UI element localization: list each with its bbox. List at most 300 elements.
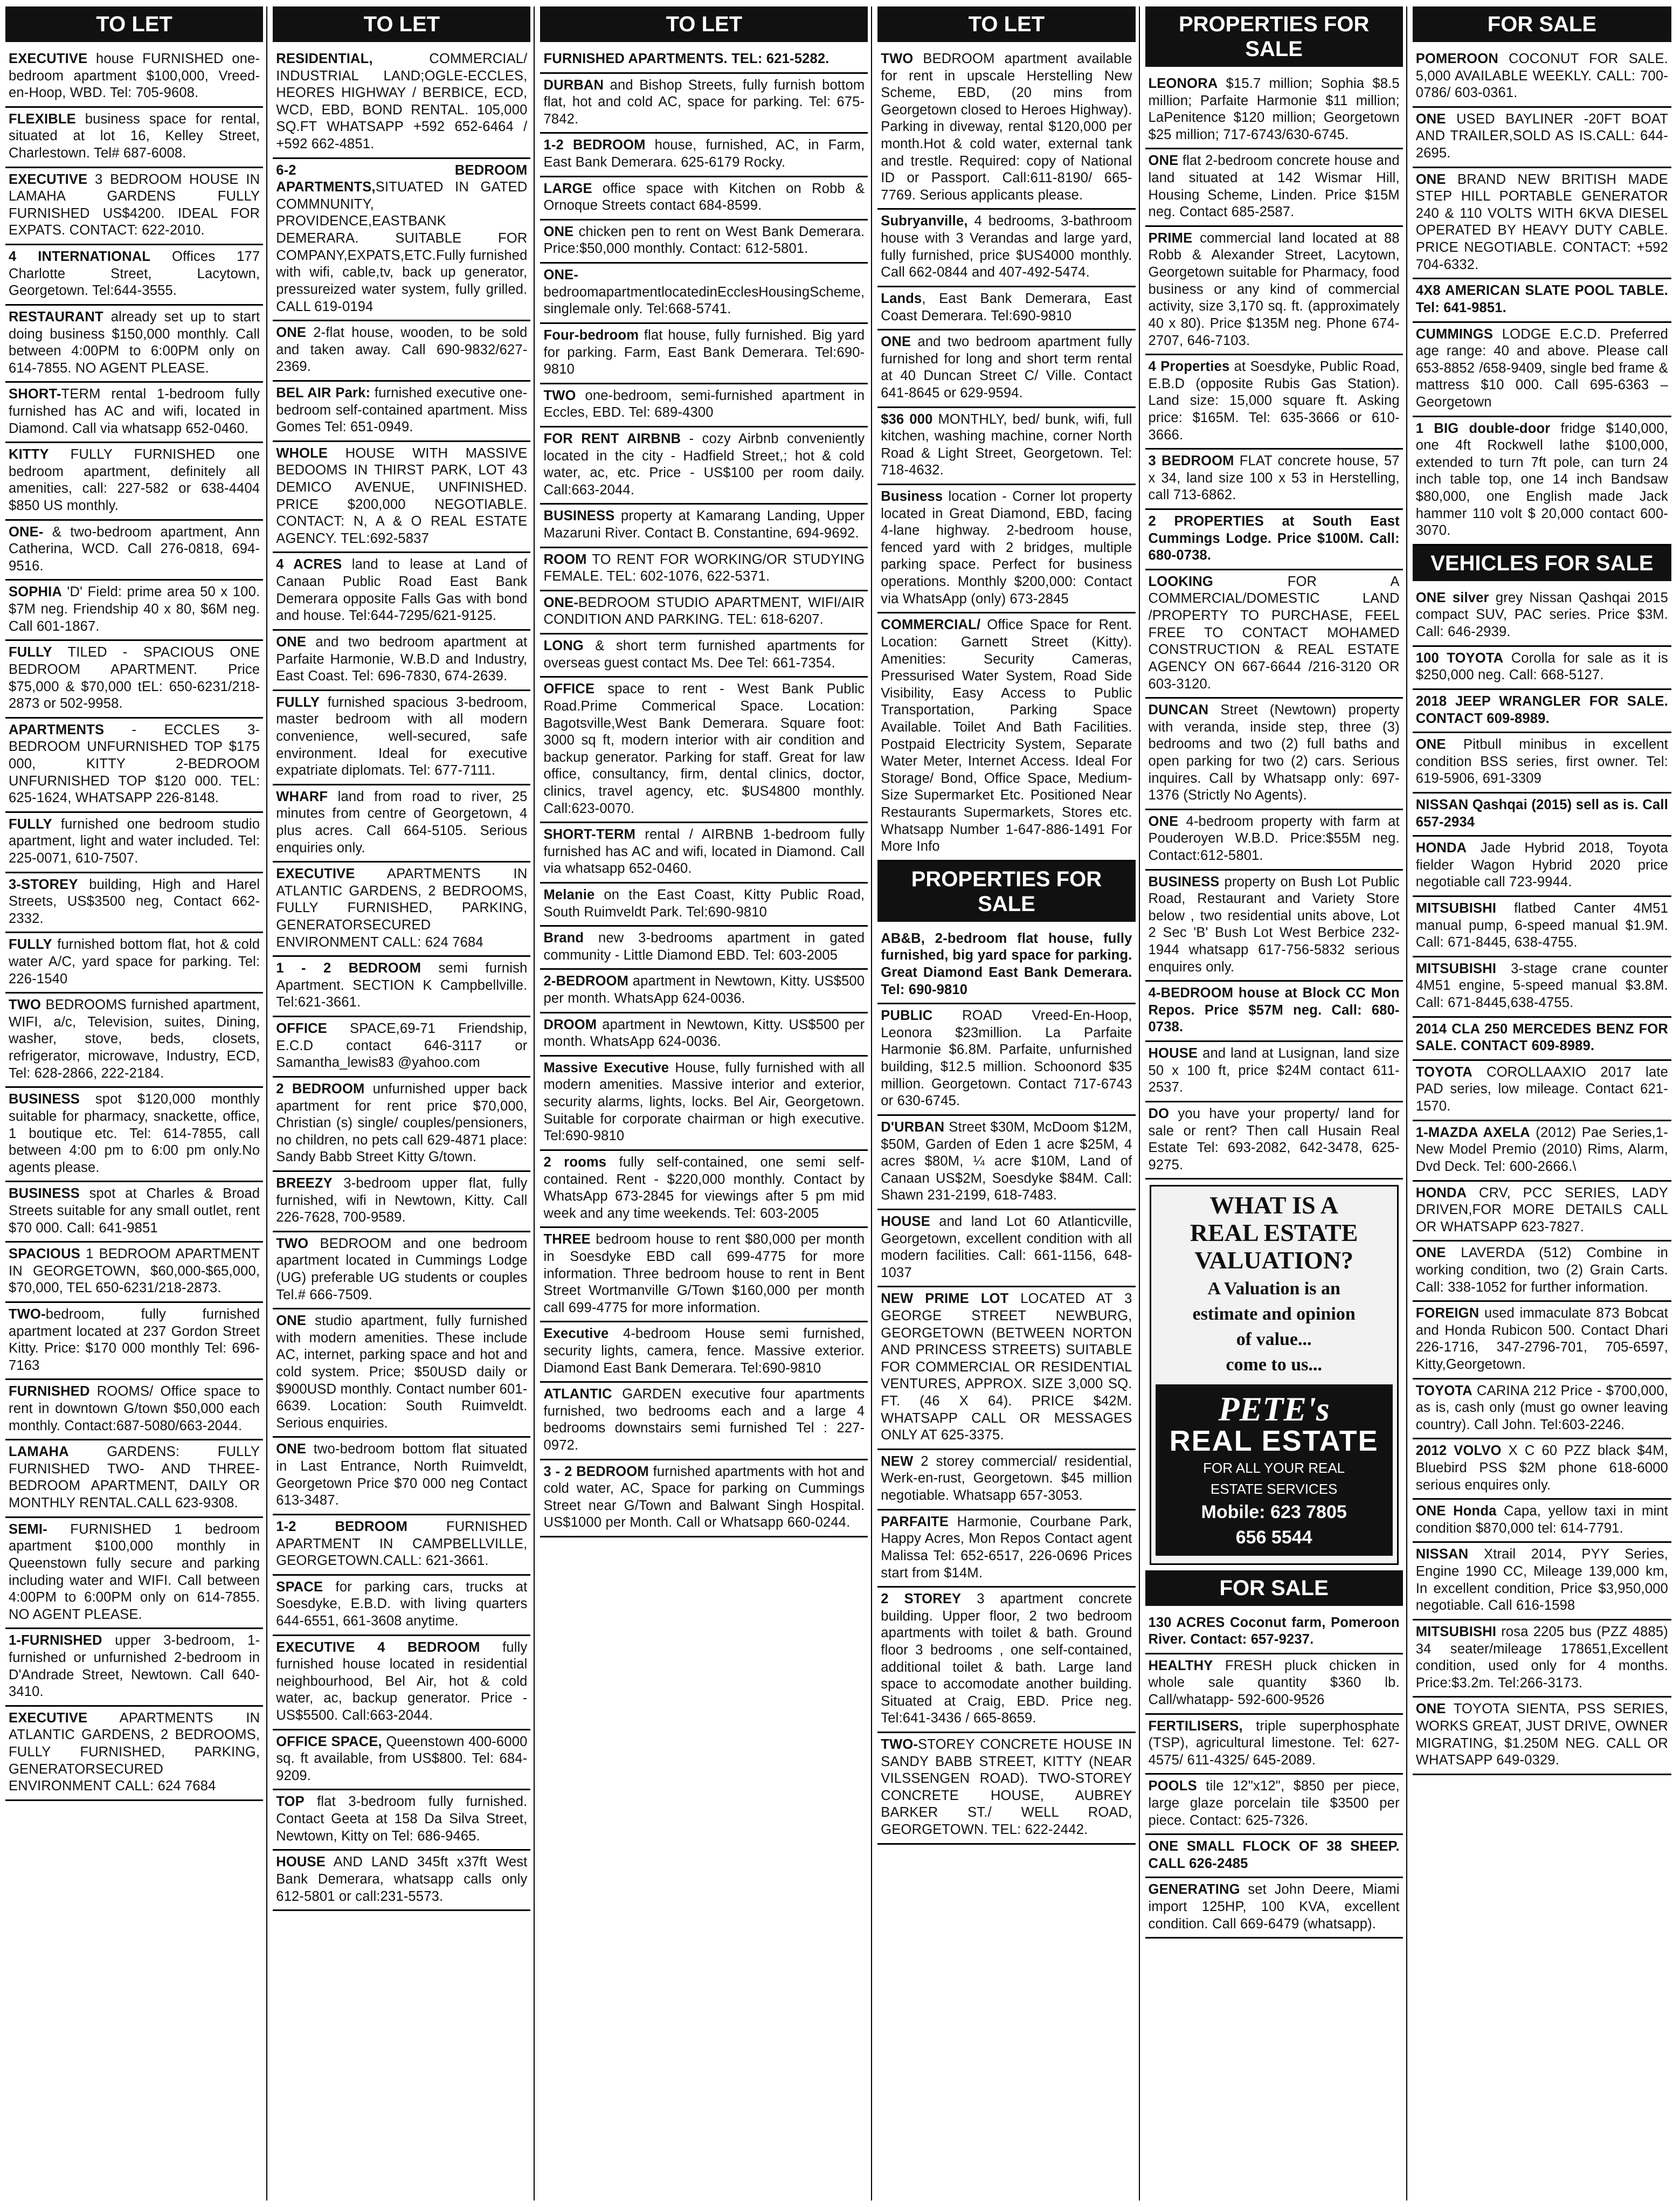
- classified-ad: [540, 1322, 868, 1383]
- classified-ad: [1145, 1878, 1403, 1939]
- ad-lead-text: ONE SMALL FLOCK OF 38 SHEEP. CALL 626-2485: [1148, 1839, 1400, 1871]
- ad-lead-text: ONE: [1415, 1245, 1446, 1261]
- ad-lead-text: Four-bedroom: [543, 327, 639, 343]
- ad-body-text: COROLLAAXIO 2017 late PAD series, low mileage. Contact 621-1570.: [1415, 1064, 1668, 1114]
- classified-ad: [540, 220, 868, 264]
- classified-ad: [1413, 1380, 1671, 1440]
- ad-lead-text: 4-BEDROOM house at Block CC Mon Repos. Price $57M neg. Call: 680-0738.: [1148, 985, 1400, 1035]
- ad-body-text: furnished apartments with hot and cold water, AC, Space for parking on Cummings Street near G/Town and Balwant Singh Hospital. US$1000 per Month. Call or Whatsapp 660-0244.: [543, 1464, 865, 1530]
- ad-body-text: flat 3-bedroom fully furnished. Contact Geeta at 158 Da Silva Street, Newtown, Kitty on Tel: 686-9465.: [276, 1794, 528, 1844]
- logo-mobile: Mobile: 623 7805: [1201, 1501, 1347, 1522]
- ad-body-text: ROOMS/ Office space to rent in downtown G/town $50,000 each monthly. Contact:687-5080/663-2044.: [9, 1384, 260, 1433]
- ad-lead-text: ONE: [1415, 1701, 1446, 1717]
- promo-text: A Valuation is an: [1207, 1279, 1340, 1299]
- classified-ad: [273, 1636, 530, 1730]
- ad-lead-text: Subryanville,: [881, 213, 968, 229]
- ad-lead-text: TWO: [276, 1236, 309, 1251]
- ad-lead-text: TWO-: [881, 1737, 918, 1753]
- classified-ad: [1413, 47, 1671, 108]
- ad-lead-text: Executive: [543, 1326, 609, 1342]
- classified-ad: [5, 1629, 263, 1706]
- ad-lead-text: ONE silver: [1415, 590, 1489, 605]
- logo-brand: REAL ESTATE: [1169, 1424, 1379, 1457]
- ad-body-text: furnished executive one-bedroom self-contained apartment. Miss Gomes Tel: 651-0949.: [276, 385, 528, 435]
- ad-body-text: Corolla for sale as it is $250,000 neg. Call: 668-5127.: [1415, 650, 1668, 683]
- ad-lead-text: NEW PRIME LOT: [881, 1291, 1009, 1307]
- ad-lead-text: FULLY: [9, 645, 52, 660]
- ad-body-text: and Bishop Streets, fully furnish bottom flat, hot and cold AC, space for parking. Tel: 675-7842.: [543, 77, 865, 127]
- ad-body-text: CARINA 212 Price - $700,000, as is, cash only (must go owner leaving country). Call John. Tel:603-2246.: [1415, 1383, 1668, 1432]
- ad-lead-text: ROOM: [543, 551, 587, 567]
- classified-ad: [273, 631, 530, 691]
- ad-body-text: GARDENS: FULLY FURNISHED TWO- AND THREE-BEDROOM APARTMENT, DAILY OR MONTHLY RENTAL.CALL 623-9308.: [9, 1444, 260, 1511]
- ad-lead-text: Business: [881, 489, 943, 505]
- ad-body-text: - cozy Airbnb conveniently located in the city - Hadfield Street,; hot & cold water, ac, etc. Price - US$100 per room daily. Call:663-2044.: [543, 431, 865, 498]
- classified-ad: [540, 384, 868, 427]
- ad-body-text: for parking cars, trucks at Soesdyke, E.B.D. with living quarters 644-6551, 661-3608 anytime.: [276, 1579, 528, 1629]
- classified-ad: [877, 1287, 1135, 1450]
- column-4: [877, 6, 1139, 2201]
- ad-body-text: space to rent - West Bank Public Road.Prime Commerical Space. Location: Bagotsville,West Bank Demerara. Square foot: 3000 sq ft, modern interior with air condition and backup generator. Parking for staff. Great for law office, consultancy, firm, dental clinics, doctor, clinics, travel agency, etc. $US4800 monthly. Call:623-0070.: [543, 681, 865, 816]
- ad-body-text: and land at Lusignan, land size 50 x 100 ft, price $24M contact 611-2537.: [1148, 1046, 1400, 1095]
- classified-ad: [273, 382, 530, 442]
- ad-body-text: AND LAND 345ft x37ft West Bank Demerara, whatsapp calls only 612-5801 or call:231-5573.: [276, 1854, 528, 1904]
- classified-ad: [5, 443, 263, 520]
- ad-body-text: commercial land located at 88 Robb & Alexander Street, Lacytown, Georgetown suitable for Pharmacy, food business or any kind of commercial activity, size 3,170 sq. ft. (approximately 40 x 80). Price $135M neg. Phone 674-2707, 646-7103.: [1148, 230, 1400, 348]
- ad-lead-text: BUSINESS: [9, 1186, 80, 1202]
- ad-body-text: Offices 177 Charlotte Street, Lacytown, Georgetown. Tel:644-3555.: [9, 249, 260, 299]
- ad-body-text: 2-flat house, wooden, to be sold and taken away. Call 690-9832/627-2369.: [276, 325, 528, 375]
- classified-ad: [877, 1210, 1135, 1287]
- classified-ad: [540, 884, 868, 927]
- ad-lead-text: ONE: [1415, 737, 1446, 753]
- ad-lead-text: 2 rooms: [543, 1154, 607, 1170]
- ad-body-text: TOYOTA SIENTA, PSS SERIES, WORKS GREAT, JUST DRIVE, OWNER MIGRATING, $1.250M NEG. CALL OR WHATSAPP 649-0329.: [1415, 1701, 1668, 1768]
- logo-tagline: FOR ALL YOUR REAL: [1203, 1459, 1345, 1476]
- logo-tagline: ESTATE SERVICES: [1210, 1480, 1338, 1497]
- ad-body-text: 3-stage crane counter 4M51 engine, 5-speed manual $3.8M. Call: 671-8445,638-4755.: [1415, 961, 1668, 1011]
- ad-body-text: two-bedroom bottom flat situated in Last Entrance, North Ruimveldt, Georgetown Price $70 000 neg Contact 613-3487.: [276, 1442, 528, 1508]
- ad-body-text: Xtrail 2014, PYY Series, Engine 1990 CC, Mileage 139,000 km, In excellent condition, Price $3,950,000 negotiable. Call 616-1598: [1415, 1547, 1668, 1613]
- classified-ad: [877, 47, 1135, 210]
- classified-ad: [1413, 957, 1671, 1018]
- classified-ad: [1413, 1698, 1671, 1775]
- classified-ad: [5, 1182, 263, 1243]
- section-heading: TO LET: [877, 6, 1135, 42]
- ad-lead-text: GENERATING: [1148, 1882, 1240, 1898]
- ad-lead-text: HOUSE: [881, 1213, 930, 1229]
- classified-ad: [540, 1013, 868, 1057]
- ad-body-text: BEDROOM apartment available for rent in upscale Herstelling New Scheme, EBD, (20 mins from Georgetown closed to Heroes Highway). Parking in diveway, rental $120,000 per month.Hot & cold water, external tank and trestle. Required: copy of National ID or Passport. Call:611-8190/ 665-7769. Serious applicants please.: [881, 51, 1132, 203]
- ad-body-text: set John Deere, Miami import 125HP, 100 KVA, excellent condition. Call 669-6479 (whatsapp).: [1148, 1882, 1400, 1932]
- ad-lead-text: BEL AIR Park:: [276, 385, 371, 401]
- classified-ad: [273, 1851, 530, 1911]
- promo-text: come to us...: [1226, 1355, 1322, 1375]
- ad-body-text: fully self-contained, one semi self-contained. Rent - $220,000 monthly. Contact by WhatsApp 673-2845 for viewings after 5 pm mid week and any time weekends. Tel: 603-2005: [543, 1154, 865, 1221]
- ad-lead-text: ONE: [276, 1313, 307, 1329]
- ad-lead-text: AB&B, 2-bedroom flat house, fully furnished, big yard space for parking. Great Diamond East Bank Demerara. Tel: 690-9810: [881, 930, 1132, 997]
- ad-body-text: spot $120,000 monthly suitable for pharmacy, snackette, office, 1 boutique etc. Tel: 614-7855, call between 4:00 pm to 6:00 pm only.No agents please.: [9, 1092, 260, 1175]
- ad-lead-text: SEMI-: [9, 1521, 47, 1537]
- ad-lead-text: ONE: [881, 334, 911, 350]
- classified-ad: [1413, 1242, 1671, 1302]
- classified-ad: [1413, 794, 1671, 837]
- classified-ad: [5, 1303, 263, 1380]
- ad-body-text: property at Kamarang Landing, Upper Mazaruni River. Contact B. Constantine, 694-9692.: [543, 508, 865, 541]
- classified-ad: [877, 1588, 1135, 1733]
- ad-lead-text: BREEZY: [276, 1175, 333, 1191]
- ad-lead-text: RESIDENTIAL,: [276, 51, 373, 66]
- classified-ad: [1145, 982, 1403, 1042]
- ad-lead-text: 3 - 2 BEDROOM: [543, 1464, 649, 1479]
- ad-lead-text: EXECUTIVE: [276, 866, 355, 882]
- ad-lead-text: Melanie: [543, 887, 595, 902]
- ad-lead-text: TOP: [276, 1794, 305, 1810]
- ad-lead-text: EXECUTIVE: [9, 1710, 88, 1726]
- classified-ad: [1145, 1715, 1403, 1775]
- ad-body-text: FRESH pluck chicken in whole sale quantity $360 lb. Call/whatapp- 592-600-9526: [1148, 1658, 1400, 1707]
- ad-lead-text: 2 BEDROOM: [276, 1081, 365, 1096]
- classified-ad: [877, 485, 1135, 613]
- section-heading: TO LET: [540, 6, 868, 42]
- classified-ad: [540, 548, 868, 591]
- classified-ad: [5, 306, 263, 383]
- ad-lead-text: FULLY: [9, 816, 52, 832]
- classified-ad: [5, 873, 263, 934]
- classified-ad: [540, 927, 868, 970]
- classified-ad: [273, 691, 530, 785]
- ad-body-text: LOCATED AT 3 GEORGE STREET NEWBURG, GEORGETOWN (BETWEEN NORTON AND PRINCESS STREETS) SUITABLE FOR COMMERCIAL OR RESIDENTIAL VENTURES, APPROX. SIZE 3,000 SQ. FT. (46 X 64). PRICE $42M. WHATSAPP CALL OR MESSAGES ONLY AT 625-3375.: [881, 1291, 1132, 1443]
- ad-body-text: FULLY FURNISHED one bedroom apartment, definitely all amenities, call: 227-582 or 638-4404 $850 US monthly.: [9, 447, 260, 514]
- classified-ad: [273, 1730, 530, 1791]
- ad-body-text: ROAD Vreed-En-Hoop, Leonora $23million. La Parfaite Harmonie $6.8M. Parfaite, unfurnished building, $12.5 million. Schoonord $35 million. Georgetown. Contact 717-6743 or 630-6745.: [881, 1008, 1132, 1109]
- ad-lead-text: ONE: [276, 634, 307, 650]
- ad-lead-text: POOLS: [1148, 1778, 1197, 1794]
- ad-body-text: TERM rental 1-bedroom fully furnished has AC and wifi, located in Diamond. Call via whatsapp 652-0460.: [9, 387, 260, 436]
- ad-lead-text: ONE: [1148, 813, 1179, 829]
- ad-body-text: LODGE E.C.D. Preferred age range: 40 and above. Please call 653-8852 /658-9409, single bed frame & mattress $10 000. Call 695-6363 – Georgetown: [1415, 326, 1668, 410]
- ad-body-text: SPACE,69-71 Friendship, E.C.D contact 646-3117 or Samantha_lewis83 @yahoo.com: [276, 1021, 528, 1071]
- ad-body-text: Capa, yellow taxi in mint condition $870,000 tel: 614-7791.: [1415, 1503, 1668, 1536]
- ad-lead-text: 4 Properties: [1148, 359, 1230, 375]
- ad-body-text: TO RENT FOR WORKING/OR STUDYING FEMALE. TEL: 602-1076, 622-5371.: [543, 551, 865, 584]
- classified-ad: [273, 1576, 530, 1636]
- ad-body-text: fridge $140,000, one 4ft Rockwell lathe $100,000, extended to turn 7ft pole, can turn 24 inch table top, one 14 inch Bandsaw $80,000, one English made Jack hammer 110 volt $ 20,000 contact 600-3070.: [1415, 420, 1668, 539]
- classified-ad: [540, 177, 868, 220]
- classified-ad: [877, 1733, 1135, 1845]
- ad-body-text: COCONUT FOR SALE. 5,000 AVAILABLE WEEKLY. CALL: 700-0786/ 603-0361.: [1415, 51, 1668, 101]
- ad-lead-text: 1-2 BEDROOM: [543, 137, 646, 153]
- ad-body-text: fully furnished house located in residential neighbourhood, Bel Air, hot & cold water, ac, backup generator. Price - US$5500. Call:663-2044.: [276, 1639, 528, 1723]
- ad-body-text: tile 12"x12", $850 per piece, large glaze porcelain tile $3500 per piece. Contact: 625-7326.: [1148, 1778, 1400, 1828]
- ad-body-text: chicken pen to rent on West Bank Demerara. Price:$50,000 monthly. Contact: 612-5801.: [543, 224, 865, 257]
- ad-lead-text: 1-2 BEDROOM: [276, 1519, 408, 1534]
- classified-ad: [1413, 1439, 1671, 1500]
- classified-ad: [1145, 450, 1403, 510]
- ad-lead-text: HEALTHY: [1148, 1658, 1213, 1673]
- ad-lead-text: PARFAITE: [881, 1514, 949, 1529]
- ad-lead-text: ONE: [276, 1442, 307, 1457]
- ad-body-text: property on Bush Lot Public Road, Restaurant and Variety Store below , two residential units above, Lot 2 Sec 'B' Bush Lot West Berbice 232-1944 whatsapp 617-756-5832 serious enquires only.: [1148, 874, 1400, 975]
- classified-ad: [1145, 699, 1403, 810]
- ad-body-text: APARTMENTS IN ATLANTIC GARDENS, 2 BEDROOMS, FULLY FURNISHED, PARKING, GENERATORSECURED ENVIRONMENT CALL: 624 7684: [276, 866, 528, 950]
- ad-lead-text: ONE: [1415, 171, 1446, 187]
- ad-lead-text: TWO-: [9, 1307, 46, 1322]
- classified-ad: [877, 330, 1135, 408]
- ad-lead-text: ONE-: [543, 595, 579, 610]
- ad-lead-text: DO: [1148, 1106, 1170, 1121]
- ad-lead-text: MITSUBISHI: [1415, 900, 1497, 916]
- classified-ad: [1413, 837, 1671, 897]
- ad-body-text: already set up to start doing business $150,000 monthly. Call between 4:00PM to 6:00PM only on 614-7855. NO AGENT PLEASE.: [9, 309, 260, 376]
- ad-lead-text: D'URBAN: [881, 1119, 945, 1135]
- ad-body-text: X C 60 PZZ black $4M, Bluebird PSS $2M phone 618-6000 serious enquires only.: [1415, 1443, 1669, 1493]
- ad-lead-text: TWO: [881, 51, 914, 66]
- classified-ad: [1413, 417, 1671, 546]
- classified-ad: [1413, 1182, 1671, 1242]
- ad-lead-text: ATLANTIC: [543, 1387, 612, 1402]
- ad-body-text: GARDEN executive four apartments furnished, two bedrooms each and a large 4 bedrooms downstairs semi furnished Tel : 227-0972.: [543, 1387, 865, 1453]
- ad-lead-text: TOYOTA: [1415, 1064, 1472, 1080]
- ad-lead-text: ONE: [543, 224, 574, 239]
- ad-lead-text: MITSUBISHI: [1415, 961, 1497, 976]
- ad-body-text: Jade Hybrid 2018, Toyota fielder Wagon Hybrid 2020 price negotiable call 723-9944.: [1415, 840, 1668, 890]
- ad-body-text: 4-bedroom property with farm at Pouderoyen W.B.D. Price:$55M neg. Contact:612-5801.: [1148, 813, 1400, 863]
- ad-lead-text: 2018 JEEP WRANGLER FOR SALE. CONTACT 609-8989.: [1415, 693, 1668, 726]
- ad-lead-text: TWO: [543, 388, 576, 403]
- ad-body-text: SITUATED IN GATED COMMNUNITY, PROVIDENCE,EASTBANK DEMERARA. SUITABLE FOR COMPANY,EXPATS,ETC.Fully furnished with wifi, cable,tv, back up generator, pressureized water system, fully grilled. CALL 619-0194: [276, 180, 528, 314]
- ad-lead-text: SPACE: [276, 1579, 323, 1595]
- classified-ad: [1145, 1835, 1403, 1878]
- ad-body-text: triple superphosphate (TSP), agricultural limestone. Tel: 627-4575/ 611-4325/ 645-2089.: [1148, 1718, 1400, 1768]
- ad-lead-text: FULLY: [9, 937, 52, 953]
- ad-body-text: at Soesdyke, Public Road, E.B.D (opposite Rubis Gas Station). Land size: 15,000 square ft. Asking price: $165M. Tel: 635-3666 or 610-3666.: [1148, 359, 1400, 443]
- ad-lead-text: POMEROON: [1415, 51, 1498, 66]
- classified-ad: [1145, 570, 1403, 699]
- ad-body-text: flat 2-bedroom concrete house and land situated at 142 Wismar Hill, Housing Scheme, Linden. Price $15M neg. Contact 685-2587.: [1148, 153, 1400, 220]
- ad-body-text: MONTHLY, bed/ bunk, wifi, full kitchen, washing machine, corner North Road & Light Street, Georgetown. Tel: 718-4632.: [881, 411, 1132, 478]
- ad-body-text: HOUSE WITH MASSIVE BEDOOMS IN THIRST PARK, LOT 43 DEMICO AVENUE, UNFINISHED. PRICE $200,000 NEGOTIABLE. CONTACT: N, A & O REAL ESTATE AGENCY. TEL:692-5837: [276, 445, 528, 546]
- ad-body-text: 3-bedroom upper flat, fully furnished, wifi in Newtown, Kitty. Call 226-7628, 700-9589.: [276, 1175, 528, 1225]
- classified-ad: [5, 813, 263, 873]
- ad-body-text: TILED - SPACIOUS ONE BEDROOM APARTMENT. Price $75,000 & $70,000 tEL: 650-6231/218-2873 or 502-9958.: [9, 645, 260, 712]
- promo-headline: WHAT IS A: [1209, 1191, 1338, 1219]
- classified-ad: [877, 210, 1135, 287]
- classified-ad: [273, 159, 530, 321]
- classified-ad: [5, 994, 263, 1088]
- ad-lead-text: 2 STOREY: [881, 1591, 962, 1607]
- ad-body-text: Queenstown 400-6000 sq. ft available, from US$800. Tel: 684-9209.: [276, 1734, 528, 1783]
- classified-ad: [273, 1438, 530, 1515]
- classified-ad: [1413, 168, 1671, 280]
- classified-ad: [1145, 810, 1403, 871]
- ad-body-text: House, fully furnished with all modern amenities. Massive interior and exterior, security alarms, lights, locks. Bel Air, Georgetown. Suitable for corporate chairman or high executive. Tel:690-9810: [543, 1060, 865, 1144]
- ad-lead-text: THREE: [543, 1232, 591, 1247]
- ad-lead-text: FURNISHED: [9, 1384, 90, 1399]
- ad-body-text: rental / AIRBNB 1-bedroom fully furnished has AC and wifi, located in Diamond. Call via whatsapp 652-0460.: [543, 827, 865, 877]
- classified-ad: [5, 168, 263, 245]
- ad-lead-text: RESTAURANT: [9, 309, 103, 325]
- real-estate-promo: [1150, 1185, 1399, 1564]
- ad-lead-text: BUSINESS: [543, 508, 615, 524]
- ad-body-text: location - Corner lot property located in Great Diamond, EBD, facing 4-lane highway. 2-bedroom house, fenced yard with 2 bridges, multiple parking space. Perfect for business operations. Monthly $200,000: Contact via WhatsApp (only) 673-2845: [881, 489, 1132, 606]
- ad-body-text: BRAND NEW BRITISH MADE STEP HILL PORTABLE GENERATOR 240 & 110 VOLTS WITH 6KVA DIESEL OPERATED BY HEAVY DUTY CABLE. PRICE NEGOTIABLE. CONTACT: +592 704-6332.: [1415, 171, 1668, 272]
- ad-body-text: furnished bottom flat, hot & cold water A/C, yard space for parking. Tel: 226-1540: [9, 937, 260, 987]
- ad-lead-text: EXECUTIVE 4 BEDROOM: [276, 1639, 480, 1655]
- logo-brand: PETE's: [1218, 1389, 1330, 1428]
- ad-body-text: bedroom, fully furnished apartment located at 237 Gordon Street Kitty. Price: $170 000 monthly Tel: 696-7163: [9, 1307, 260, 1373]
- classified-ad: [540, 1383, 868, 1460]
- ad-body-text: FOR A COMMERCIAL/DOMESTIC LAND /PROPERTY TO PURCHASE, FEEL FREE TO CONTACT MOHAMED CONSTRUCTION & REAL ESTATE AGENCY ON 667-6644 /216-3120 OR 603-3120.: [1148, 574, 1400, 692]
- classified-ad: [1413, 323, 1671, 417]
- ad-body-text: (2012) Pae Series,1- New Model Premio (2010) Rims, Alarm, Dvd Deck. Tel: 600-2666.\: [1415, 1125, 1668, 1174]
- column-2: [273, 6, 535, 2201]
- column-3: [540, 6, 872, 2201]
- ad-body-text: grey Nissan Qashqai 2015 compact SUV, PAC series. Price $3M. Call: 646-2939.: [1415, 590, 1669, 640]
- classified-ad: [5, 1707, 263, 1801]
- classified-ad: [877, 1004, 1135, 1116]
- ad-lead-text: FULLY: [276, 694, 320, 710]
- column-1: [5, 6, 267, 2201]
- ad-lead-text: HONDA: [1415, 840, 1467, 856]
- ad-lead-text: ONE-: [9, 524, 44, 540]
- ad-body-text: Pitbull minibus in excellent condition BSS series, first owner. Tel: 619-5906, 691-3309: [1415, 737, 1668, 787]
- classified-ad: [273, 1078, 530, 1172]
- ad-lead-text: PRIME: [1148, 230, 1193, 246]
- classified-ad: [540, 591, 868, 634]
- ad-lead-text: Brand: [543, 930, 584, 946]
- classified-ad: [273, 1309, 530, 1438]
- classified-ad: [1145, 1611, 1403, 1654]
- ad-body-text: apartment in Newtown, Kitty. US$500 per month. WhatsApp 624-0036.: [543, 974, 865, 1006]
- classified-ad: [540, 678, 868, 823]
- classified-ad: [273, 1172, 530, 1232]
- classified-ad: [1145, 355, 1403, 450]
- classified-ad: [1413, 1543, 1671, 1620]
- ad-body-text: flat house, fully furnished. Big yard for parking. Farm, East Bank Demerara. Tel:690-9810: [543, 327, 865, 377]
- ad-body-text: you have your property/ land for sale or rent? Then call Husain Real Estate Tel: 693-2082, 642-3478, 625-9275.: [1148, 1106, 1400, 1173]
- ad-body-text: office space with Kitchen on Robb & Ornoque Streets contact 684-8599.: [543, 181, 865, 213]
- ad-lead-text: 1 BIG double-door: [1415, 420, 1551, 436]
- section-heading: TO LET: [5, 6, 263, 42]
- ad-lead-text: LEONORA: [1148, 76, 1218, 91]
- classified-ad: [5, 521, 263, 581]
- classified-ad: [877, 408, 1135, 485]
- classified-ad: [1145, 1102, 1403, 1180]
- classified-ad: [273, 863, 530, 957]
- classified-ad: [1413, 647, 1671, 690]
- classified-ad: [1413, 690, 1671, 733]
- ad-body-text: new 3-bedrooms apartment in gated community - Little Diamond EBD. Tel: 603-2005: [543, 930, 865, 963]
- classified-ad: [540, 1151, 868, 1228]
- ad-lead-text: SHORT-TERM: [543, 827, 636, 843]
- ad-body-text: building, High and Harel Streets, US$3500 neg, Contact 662-2332.: [9, 877, 260, 926]
- ad-lead-text: BUSINESS: [9, 1092, 80, 1107]
- ad-lead-text: PUBLIC: [881, 1008, 933, 1024]
- ad-body-text: BEDROOMS furnished apartment, WIFI, a/c, Television, suites, Dining, washer, stove, beds, closets, refrigerator, microwave, Industry, ECD, Tel: 628-2866, 222-2184.: [9, 997, 260, 1081]
- ad-body-text: land to lease at Land of Canaan Public Road East Bank Demerara opposite Falls Gas with bond and house. Tel:644-7295/621-9125.: [276, 557, 528, 624]
- classified-ad: [540, 1228, 868, 1322]
- ad-lead-text: FLEXIBLE: [9, 111, 76, 127]
- ad-lead-text: COMMERCIAL/: [881, 617, 981, 633]
- promo-text: of value...: [1236, 1329, 1312, 1350]
- promo-headline: VALUATION?: [1194, 1246, 1354, 1274]
- classified-ad: [273, 1232, 530, 1309]
- classified-ad: [273, 785, 530, 863]
- ad-body-text: FLAT concrete house, 57 x 34, land size 100 x 53 in Herstelling, call 713-6862.: [1148, 453, 1400, 503]
- classified-ad: [5, 1440, 263, 1518]
- ad-lead-text: EXECUTIVE: [9, 171, 88, 187]
- ad-body-text: apartment in Newtown, Kitty. US$500 per month. WhatsApp 624-0036.: [543, 1017, 865, 1050]
- ad-body-text: 4-bedroom House semi furnished, security lights, camera, fence. Massive exterior. Diamond East Bank Demerara. Tel:690-9810: [543, 1326, 865, 1376]
- ad-body-text: & two-bedroom apartment, Ann Catherina, WCD. Call 276-0818, 694-9516.: [9, 524, 260, 574]
- ad-lead-text: 4X8 AMERICAN SLATE POOL TABLE. Tel: 641-9851.: [1415, 283, 1668, 315]
- ad-lead-text: 3-STOREY: [9, 877, 78, 892]
- classified-ad: [540, 324, 868, 384]
- classified-ad: [1413, 1121, 1671, 1182]
- classified-ad: [1413, 1302, 1671, 1379]
- classified-ad: [273, 47, 530, 159]
- column-5: [1145, 6, 1407, 2201]
- classified-ad: [1145, 1654, 1403, 1715]
- classified-ad: [273, 1515, 530, 1576]
- classified-ad: [1413, 279, 1671, 322]
- ad-body-text: semi furnish Apartment. SECTION K Campbellville. Tel:621-3661.: [276, 961, 528, 1010]
- ad-body-text: - ECCLES 3-BEDROOM UNFURNISHED TOP $175 000, KITTY 2-BEDROOM UNFURNISHED TOP $120 000. TEL: 625-1624, WHATSAPP 226-8148.: [9, 722, 260, 806]
- ad-body-text: house, furnished, AC, in Farm, East Bank Demerara. 625-6179 Rocky.: [543, 137, 865, 170]
- ad-body-text: and two bedroom apartment fully furnished for long and short term rental at 40 Duncan Street C/ Ville. Contact 641-8645 or 629-9594.: [881, 334, 1132, 401]
- ad-lead-text: LONG: [543, 638, 584, 654]
- ad-lead-text: 2014 CLA 250 MERCEDES BENZ FOR SALE. CONTACT 609-8989.: [1415, 1021, 1668, 1054]
- classified-ad: [1145, 871, 1403, 982]
- classified-ad: [1145, 1775, 1403, 1835]
- ad-body-text: FURNISHED APARTMENT IN CAMPBELLVILLE, GEORGETOWN.CALL: 621-3661.: [276, 1519, 528, 1569]
- ad-body-text: one-bedroom, semi-furnished apartment in Eccles, EBD. Tel: 689-4300: [543, 388, 865, 420]
- ad-lead-text: HOUSE: [1148, 1046, 1198, 1061]
- ad-lead-text: DROOM: [543, 1017, 597, 1032]
- classified-ad: [540, 823, 868, 884]
- classified-ad: [877, 287, 1135, 330]
- ad-lead-text: BUSINESS: [1148, 874, 1220, 889]
- ad-body-text: studio apartment, fully furnished with modern amenities. These include AC, internet, parking space and hot and cold system. Price; $50USD daily or $900USD monthly. Contact number 601-6639. Location: South Ruimveldt. Serious enquiries.: [276, 1313, 528, 1431]
- classified-ad: [540, 47, 868, 74]
- classified-ad: [540, 134, 868, 177]
- classified-ad: [1413, 1500, 1671, 1543]
- ad-lead-text: 4 INTERNATIONAL: [9, 249, 151, 265]
- classified-ad: [273, 321, 530, 382]
- classified-ad: [1145, 149, 1403, 226]
- ad-body-text: 'D' Field: prime area 50 x 100. $7M neg. Friendship 40 x 80, $6M neg. Call 601-1867.: [9, 584, 260, 634]
- ad-body-text: furnished one bedroom studio apartment, light and water included. Tel: 225-0071, 610-7507.: [9, 816, 260, 866]
- ad-lead-text: ONE Honda: [1415, 1503, 1497, 1519]
- ad-lead-text: 100 TOYOTA: [1415, 650, 1504, 666]
- ad-body-text: bedroom house to rent $80,000 per month in Soesdyke EBD call 699-4775 for more information. Three bedroom house to rent in Bent Street Wortmanville G/Town $160,000 per month call 699-4775 for more information.: [543, 1232, 865, 1315]
- promo-text: estimate and opinion: [1192, 1304, 1356, 1325]
- section-heading: PROPERTIES FOR SALE: [877, 861, 1135, 922]
- ad-lead-text: WHARF: [276, 789, 328, 804]
- promo-headline: REAL ESTATE: [1190, 1218, 1358, 1246]
- classified-ad: [5, 245, 263, 306]
- ad-body-text: 2 storey commercial/ residential, Werk-en-rust, Georgetown. $45 million negotiable. Whatsapp 657-3053.: [881, 1453, 1132, 1503]
- ad-lead-text: KITTY: [9, 447, 49, 463]
- ad-lead-text: DURBAN: [543, 77, 604, 93]
- classified-ad: [877, 613, 1135, 861]
- classified-ad: [540, 505, 868, 548]
- section-heading: VEHICLES FOR SALE: [1413, 546, 1671, 581]
- ad-lead-text: CUMMINGS: [1415, 326, 1494, 342]
- classified-ad: [5, 383, 263, 443]
- ad-lead-text: 1-FURNISHED: [9, 1633, 102, 1649]
